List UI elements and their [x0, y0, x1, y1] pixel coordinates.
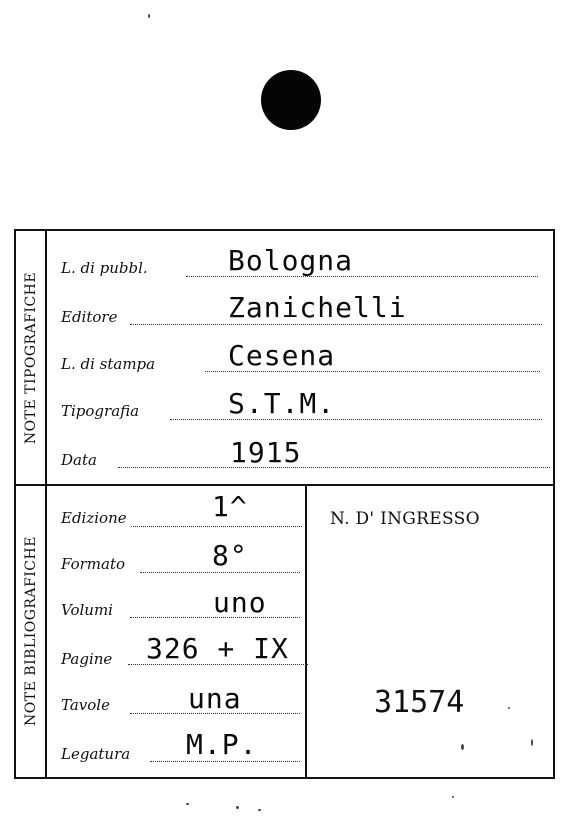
- ingresso-divider: [305, 486, 307, 777]
- field-label-volumi: Volumi: [61, 601, 113, 619]
- speck-mark: [148, 14, 150, 18]
- field-value-edizione: 1^: [212, 490, 248, 523]
- field-value-data: 1915: [230, 436, 302, 469]
- ingresso-number: 31574: [374, 685, 465, 720]
- field-value-volumi: uno: [213, 586, 267, 619]
- side-column-line: [45, 231, 47, 777]
- field-line: [170, 419, 542, 420]
- speck-mark: [258, 809, 261, 811]
- speck-mark: [186, 803, 189, 805]
- field-label-luogo-pubblicazione: L. di pubbl.: [61, 259, 148, 277]
- field-label-pagine: Pagine: [61, 650, 113, 668]
- field-value-legatura: M.P.: [186, 728, 258, 761]
- field-line: [150, 761, 300, 762]
- field-line: [118, 467, 550, 468]
- field-label-luogo-stampa: L. di stampa: [61, 355, 156, 373]
- field-label-legatura: Legatura: [61, 745, 131, 763]
- field-label-data: Data: [61, 451, 97, 469]
- field-value-editore: Zanichelli: [228, 291, 407, 324]
- field-value-tipografia: S.T.M.: [228, 387, 336, 420]
- ingresso-heading: N. D' INGRESSO: [330, 509, 480, 529]
- field-value-tavole: una: [188, 682, 242, 715]
- speck-mark: [236, 806, 239, 809]
- punch-hole: [261, 70, 321, 130]
- speck-mark: [452, 796, 454, 798]
- section-divider: [14, 484, 555, 486]
- field-value-luogo-stampa: Cesena: [228, 339, 336, 372]
- field-label-edizione: Edizione: [61, 509, 127, 527]
- field-label-tipografia: Tipografia: [61, 402, 140, 420]
- field-label-formato: Formato: [61, 555, 126, 573]
- field-value-luogo-pubblicazione: Bologna: [228, 244, 354, 277]
- field-line: [131, 526, 302, 527]
- field-label-editore: Editore: [61, 308, 118, 326]
- field-label-tavole: Tavole: [61, 696, 110, 714]
- field-value-formato: 8°: [212, 539, 248, 572]
- note-tipografiche-heading: NOTE TIPOGRAFICHE: [23, 271, 39, 445]
- field-value-pagine: 326 + IX: [146, 632, 289, 665]
- note-bibliografiche-heading: NOTE BIBLIOGRAFICHE: [23, 536, 39, 726]
- field-line: [130, 324, 542, 325]
- field-line: [140, 572, 300, 573]
